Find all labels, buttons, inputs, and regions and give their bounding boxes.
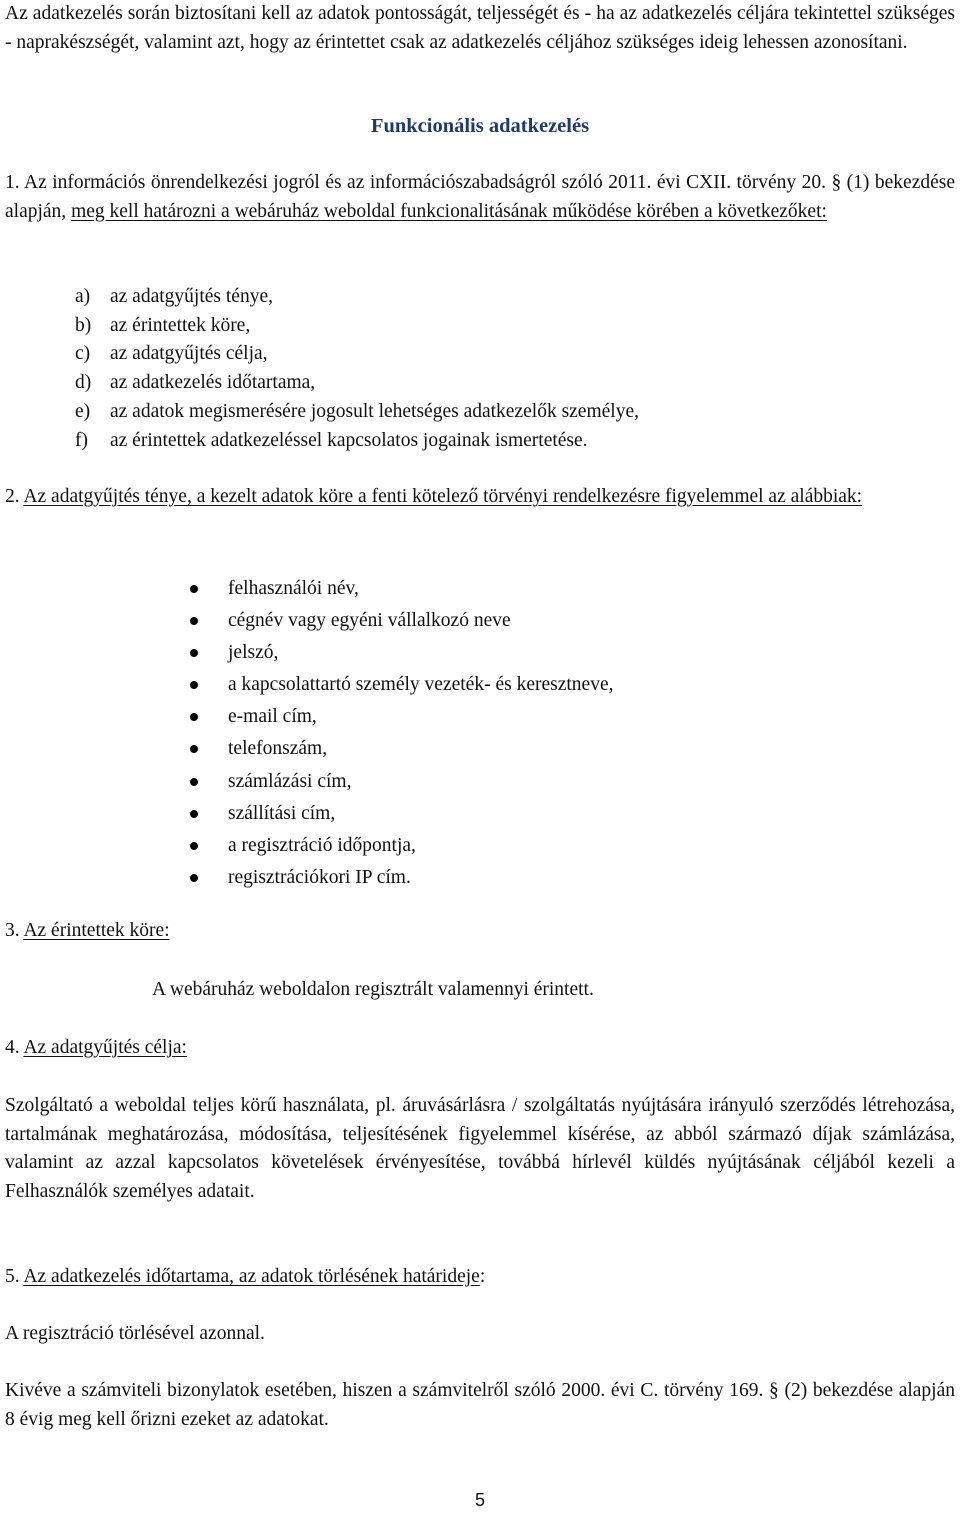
list-item <box>75 398 639 427</box>
list-item-text: az adatgyűjtés célja, <box>110 343 268 365</box>
list-item-text: telefonszám, <box>228 738 328 760</box>
list-letter: f) <box>75 429 88 451</box>
list-item-text: az adatok megismerésére jogosult lehetséges adatkezelők személye, <box>110 400 639 422</box>
list-item-text: az adatkezelés időtartama, <box>110 372 316 394</box>
bullet-icon <box>190 745 198 753</box>
bullet-icon <box>190 681 198 689</box>
section-2-paragraph <box>5 483 955 512</box>
bullet-icon <box>190 842 198 850</box>
list-item <box>75 283 639 312</box>
section-5-colon: : <box>479 1266 486 1287</box>
section-5-text-1: A regisztráció törlésével azonnal. <box>5 1323 265 1344</box>
list-item <box>75 369 639 398</box>
bullet-icon <box>190 713 198 721</box>
list-item-text: jelszó, <box>228 642 279 664</box>
list-item-text: a regisztráció időpontja, <box>228 834 416 856</box>
list-item <box>190 830 613 862</box>
list-letter: d) <box>75 372 92 394</box>
list-item-text: az érintettek adatkezeléssel kapcsolatos jogainak ismertetése. <box>110 429 588 451</box>
list-item-text: az érintettek köre, <box>110 314 251 336</box>
bullet-icon <box>190 617 198 625</box>
list-item <box>190 733 613 765</box>
section-2-underlined-text: Az adatgyűjtés ténye, a kezelt adatok köre a fenti kötelező törvényi rendelkezésre figyelemmel az alábbiak: <box>23 486 863 507</box>
section-4-heading <box>5 1034 955 1063</box>
section-4-number: 4. <box>5 1037 24 1058</box>
list-item <box>75 312 639 341</box>
section-4-paragraph: Szolgáltató a weboldal teljes körű használata, pl. áruvásárlásra / szolgáltatás nyújtására irányuló szerződés létrehozása, tartalmának meghatározása, módosítása, teljesítésének figyelemmel kísérése, az abból származó díjak számlázása, valamint az azzal kapcsolatos követelések érvényesítése, továbbá hírlevél küldés nyújtásának céljából kezeli a Felhasználók személyes adatait. <box>5 1095 955 1202</box>
list-item <box>190 862 613 894</box>
list-letter: b) <box>75 314 92 336</box>
list-item <box>190 701 613 733</box>
list-item <box>190 637 613 669</box>
list-item <box>75 340 639 369</box>
list-item <box>190 766 613 798</box>
section-2-number: 2. <box>5 486 24 507</box>
list-item <box>190 605 613 637</box>
list-item-text: számlázási cím, <box>228 770 352 792</box>
list-item <box>190 798 613 830</box>
bullet-icon <box>190 778 198 786</box>
list-item-text: az adatgyűjtés ténye, <box>110 286 273 307</box>
bullet-icon <box>190 649 198 657</box>
section-heading: Funkcionális adatkezelés <box>370 115 590 137</box>
page-number: 5 <box>474 1490 485 1510</box>
section-4-underlined-text: Az adatgyűjtés célja: <box>23 1037 187 1058</box>
list-item-text: e-mail cím, <box>228 706 317 728</box>
section-1-text: 1. Az információs önrendelkezési jogról és az információszabadságról szóló 2011. évi CXII. törvény 20. § (1) bekezdése alapján, <box>5 172 955 222</box>
section-3-heading <box>5 917 955 946</box>
section-5-number: 5. <box>5 1266 24 1287</box>
section-5-text-2: Kivéve a számviteli bizonylatok esetében, hiszen a számvitelről szóló 2000. évi C. törvény 169. § (2) bekezdése alapján 8 évig meg kell őrizni ezeket az adatokat. <box>5 1380 955 1430</box>
lettered-list <box>75 283 639 455</box>
list-item <box>75 427 639 456</box>
list-item-text: regisztrációkori IP cím. <box>228 866 411 888</box>
list-item-text: szállítási cím, <box>228 802 336 824</box>
list-letter: a) <box>75 286 91 307</box>
list-item-text: a kapcsolattartó személy vezeték- és keresztneve, <box>228 674 614 696</box>
section-1-paragraph <box>5 169 955 226</box>
list-item-text: felhasználói név, <box>228 578 359 599</box>
section-3-text: A webáruház weboldalon regisztrált valamennyi érintett. <box>152 979 594 1000</box>
bullet-icon <box>190 585 198 593</box>
list-item-text: cégnév vagy egyéni vállalkozó neve <box>228 610 511 632</box>
intro-paragraph: Az adatkezelés során biztosítani kell az adatok pontosságát, teljességét és - ha az adatkezelés céljára tekintettel szükséges - naprakészségét, valamint azt, hogy az érintettet csak az adatkezelés céljához szükséges ideig lehessen azonosítani. <box>5 3 955 53</box>
section-3-underlined-text: Az érintettek köre: <box>23 920 170 941</box>
list-item <box>190 573 613 605</box>
section-3-number: 3. <box>5 920 24 941</box>
bullet-icon <box>190 874 198 882</box>
list-letter: c) <box>75 343 91 365</box>
bulleted-data-list <box>190 573 613 894</box>
section-5-heading <box>5 1263 955 1292</box>
list-item <box>190 669 613 701</box>
bullet-icon <box>190 810 198 818</box>
section-5-underlined-text: Az adatkezelés időtartama, az adatok törlésének határideje <box>23 1266 480 1287</box>
section-1-underlined-text: meg kell határozni a webáruház weboldal funkcionalitásának működése körében a következőket: <box>71 200 827 222</box>
list-letter: e) <box>75 400 91 422</box>
